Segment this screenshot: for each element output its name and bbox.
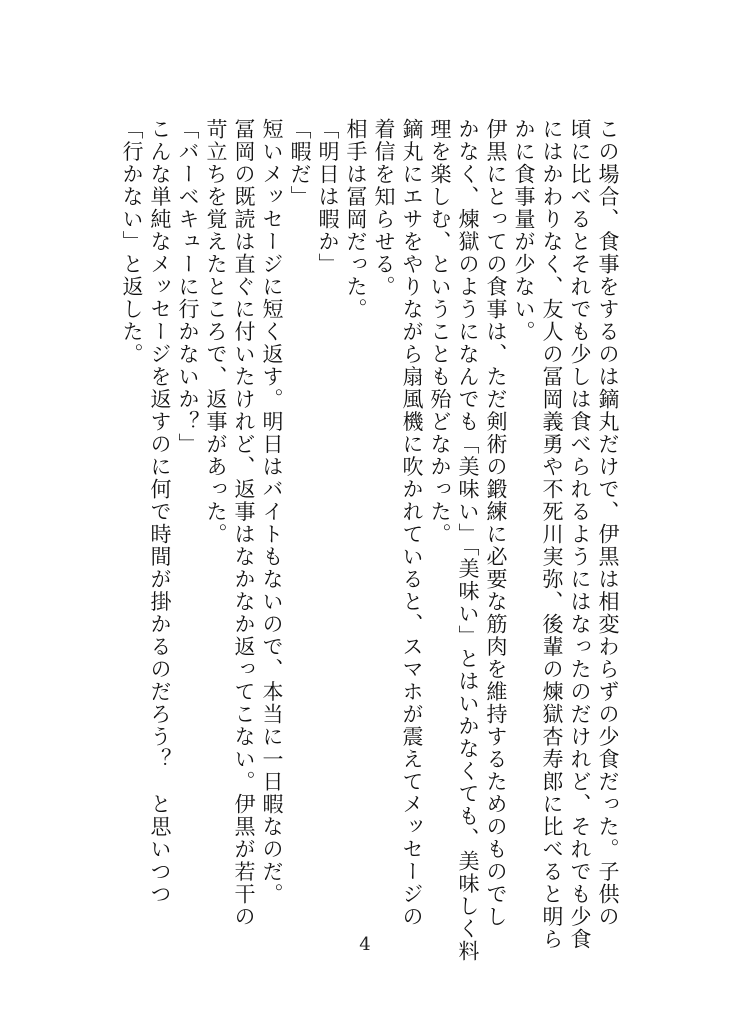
- text-line: 伊黒にとっての食事は、ただ剣術の鍛練に必要な筋肉を維持するためのものでし: [484, 118, 508, 928]
- text-line: 理を楽しむ、ということも殆どなかった。: [428, 118, 452, 546]
- text-line: にはかわりなく、友人の冨岡義勇や不死川実弥、後輩の煉獄杏寿郎に比べると明ら: [540, 118, 564, 951]
- text-line: 頃に比べるとそれでも少しは食べられるようにはなったのだけれど、それでも少食: [568, 118, 592, 951]
- text-line: 鏑丸にエサをやりながら扇風機に吹かれていると、スマホが震えてメッセージの: [400, 118, 424, 928]
- text-line: 「暇だ」: [288, 118, 312, 208]
- text-line: かに食事量が少ない。: [512, 118, 536, 343]
- vertical-text-body: [118, 118, 622, 963]
- text-line: 相手は冨岡だった。: [344, 118, 368, 321]
- text-line: 冨岡の既読は直ぐに付いたけれど、返事はなかなか返ってこない。伊黒が若干の: [232, 118, 256, 928]
- text-line: 「明日は暇か」: [316, 118, 340, 276]
- text-line: 「行かない」と返した。: [120, 118, 144, 366]
- text-line: 短いメッセージに短く返す。明日はバイトもないので、本当に一日暇なのだ。: [260, 118, 284, 906]
- text-line: こんな単純なメッセージを返すのに何で時間が掛かるのだろう？ と思いつつ: [148, 118, 172, 906]
- text-line: かなく、煉獄のようになんでも「美味い」「美味い」とはいかなくても、美味しく料: [456, 118, 480, 963]
- text-line: 着信を知らせる。: [372, 118, 396, 298]
- text-line: 「バーベキューに行かないか？」: [176, 118, 200, 456]
- text-line: この場合、食事をするのは鏑丸だけで、伊黒は相変わらずの少食だった。子供の: [596, 118, 620, 928]
- page-number: 4: [359, 934, 371, 955]
- text-line: 苛立ちを覚えたところで、返事があった。: [204, 118, 228, 546]
